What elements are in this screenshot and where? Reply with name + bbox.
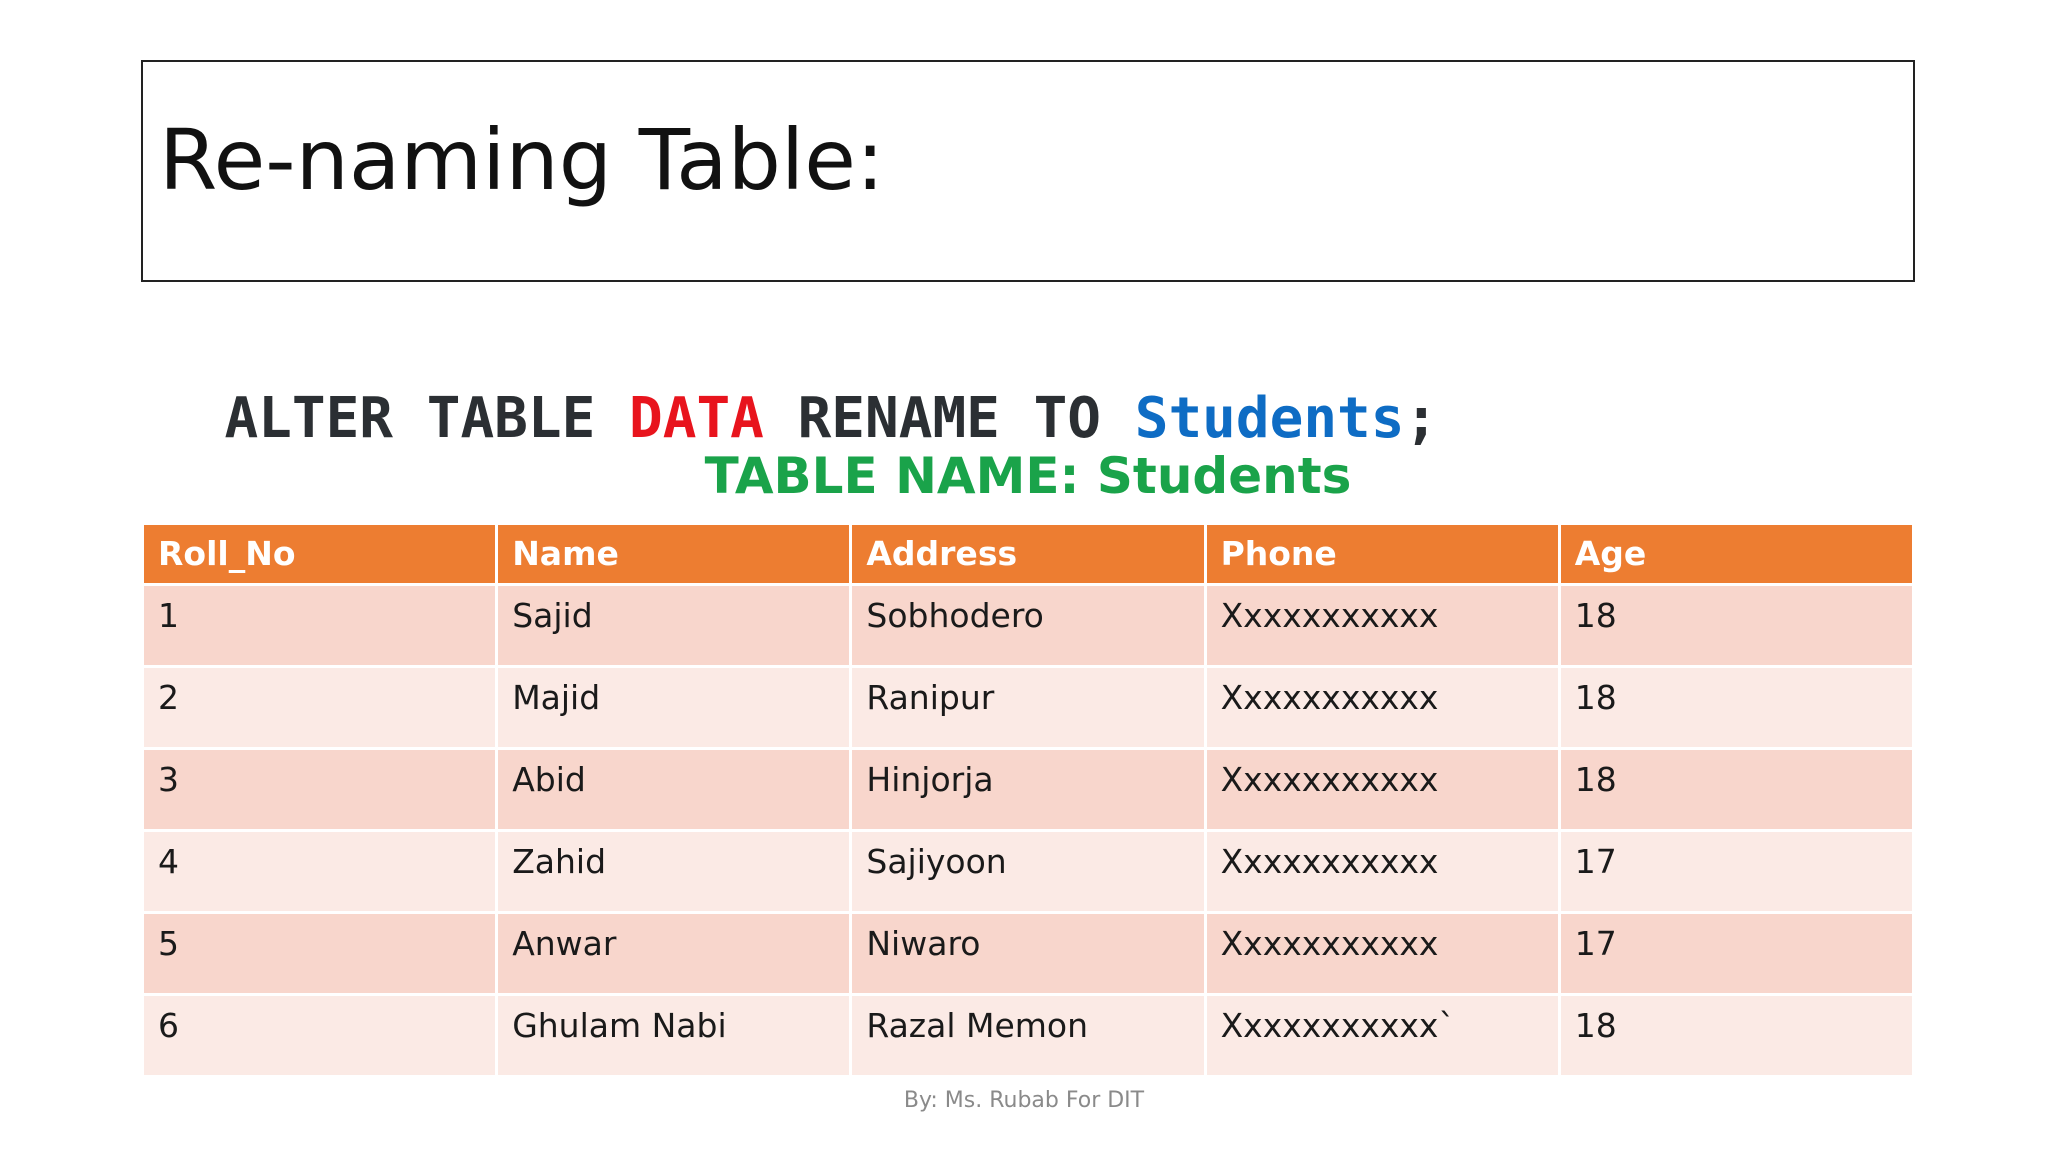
table-row xyxy=(143,995,1914,1077)
cell-roll-no: 2 xyxy=(143,667,497,749)
cell-roll-no: 3 xyxy=(143,749,497,831)
header-phone: Phone xyxy=(1205,524,1559,585)
table-row xyxy=(143,831,1914,913)
table-row xyxy=(143,585,1914,667)
table-row xyxy=(143,749,1914,831)
cell-name: Anwar xyxy=(497,913,851,995)
sql-statement xyxy=(157,326,1438,449)
cell-address: Razal Memon xyxy=(851,995,1205,1077)
cell-roll-no: 5 xyxy=(143,913,497,995)
cell-phone: Xxxxxxxxxxx xyxy=(1205,913,1559,995)
cell-address: Sobhodero xyxy=(851,585,1205,667)
cell-age: 18 xyxy=(1559,585,1913,667)
header-roll-no: Roll_No xyxy=(143,524,497,585)
sql-new-table-name: Students xyxy=(1134,385,1405,451)
table-caption: TABLE NAME: Students xyxy=(704,447,1352,505)
sql-keyword-alter-table: ALTER TABLE xyxy=(224,385,630,451)
slide-title: Re-naming Table: xyxy=(159,111,885,209)
table-header-row xyxy=(143,524,1914,585)
sql-old-table-name: DATA xyxy=(629,385,764,451)
table-row xyxy=(143,913,1914,995)
footer-credit: By: Ms. Rubab For DIT xyxy=(903,1088,1145,1113)
cell-roll-no: 6 xyxy=(143,995,497,1077)
header-age: Age xyxy=(1559,524,1913,585)
table-row xyxy=(143,667,1914,749)
cell-name: Majid xyxy=(497,667,851,749)
cell-name: Zahid xyxy=(497,831,851,913)
cell-address: Ranipur xyxy=(851,667,1205,749)
cell-roll-no: 4 xyxy=(143,831,497,913)
header-name: Name xyxy=(497,524,851,585)
cell-age: 18 xyxy=(1559,995,1913,1077)
cell-name: Abid xyxy=(497,749,851,831)
cell-age: 18 xyxy=(1559,749,1913,831)
cell-address: Sajiyoon xyxy=(851,831,1205,913)
cell-age: 17 xyxy=(1559,913,1913,995)
cell-roll-no: 1 xyxy=(143,585,497,667)
students-table xyxy=(141,522,1915,1078)
sql-keyword-rename-to: RENAME TO xyxy=(763,385,1135,451)
title-box xyxy=(141,60,1915,282)
cell-address: Niwaro xyxy=(851,913,1205,995)
cell-address: Hinjorja xyxy=(851,749,1205,831)
cell-name: Sajid xyxy=(497,585,851,667)
cell-phone: Xxxxxxxxxxx` xyxy=(1205,995,1559,1077)
cell-phone: Xxxxxxxxxxx xyxy=(1205,749,1559,831)
cell-name: Ghulam Nabi xyxy=(497,995,851,1077)
header-address: Address xyxy=(851,524,1205,585)
cell-phone: Xxxxxxxxxxx xyxy=(1205,667,1559,749)
cell-age: 17 xyxy=(1559,831,1913,913)
cell-phone: Xxxxxxxxxxx xyxy=(1205,831,1559,913)
sql-terminator: ; xyxy=(1404,385,1439,451)
cell-phone: Xxxxxxxxxxx xyxy=(1205,585,1559,667)
cell-age: 18 xyxy=(1559,667,1913,749)
